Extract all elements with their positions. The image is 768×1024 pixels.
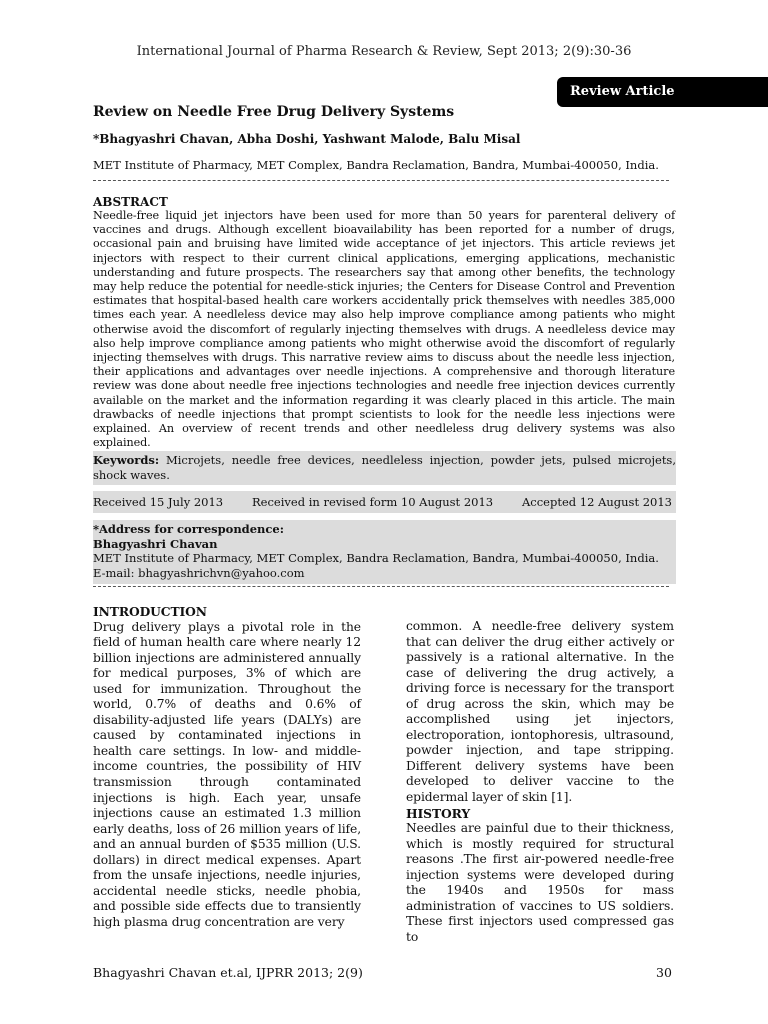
abstract-text: Needle-free liquid jet injectors have been used for more than 50 years for parenteral delivery of vaccines and drugs. Although excellent bioavailability has been reported for a number of drugs, occasional pain and bruising have limited wide acceptance of jet injectors. This article reviews jet injectors with respect to their current clinical applications, emerging applications, mechanistic understanding and future prospects. The researchers say that among other benefits, the technology may help reduce the potential for needle-stick injuries; the Centers for Disease Control and Prevention estimates that hospital-based health care workers accidentally prick themselves with needles 385,000 times each year. A needleless device may also help improve compliance among patients who might otherwise avoid the discomfort of regularly injecting themselves with drugs. A needleless device may also help improve compliance among patients who might otherwise avoid the discomfort of regularly injecting themselves with drugs. This narrative review aims to discuss about the needle less injection, their applications and advantages over needle injections. A comprehensive and thorough literature review was done about needle free injections technologies and needle free injection devices currently available on the market and the information regarding it was clearly placed in this article. The main drawbacks of needle injections that prompt scientists to look for the needle less injections were explained. An overview of recent trends and other needleless drug delivery systems was also explained.	[93, 209, 675, 450]
correspondence-heading: *Address for correspondence:	[93, 522, 284, 536]
journal-header: International Journal of Pharma Research & Review, Sept 2013; 2(9):30-36	[136, 44, 632, 59]
right-column	[406, 619, 674, 945]
introduction-text: Drug delivery plays a pivotal role in the field of human health care where nearly 12 billion injections are administered annually for medical purposes, 3% of which are used for immunization. Throughout the world, 0.7% of deaths and 0.6% of disability-adjusted life years (DALYs) are caused by contaminated injections in health care settings. In low- and middle-income countries, the possibility of HIV transmission through contaminated injections is high. Each year, unsafe injections cause an estimated 1.3 million early deaths, loss of 26 million years of life, and an annual burden of $535 million (U.S. dollars) in direct medical expenses. Apart from the unsafe injections, needle injuries, accidental needle sticks, needle phobia, and possible side effects due to transiently high plasma drug concentration are very	[93, 619, 361, 929]
received-date: Received 15 July 2013	[93, 495, 224, 509]
introduction-heading: INTRODUCTION	[93, 604, 207, 619]
divider-line	[93, 586, 669, 587]
correspondence-email: E-mail: bhagyashrichvn@yahoo.com	[93, 565, 305, 580]
affiliation: MET Institute of Pharmacy, MET Complex, Bandra Reclamation, Bandra, Mumbai-400050, India.	[93, 158, 659, 172]
dates-box	[93, 491, 676, 513]
divider-line	[93, 180, 669, 181]
correspondence-name: Bhagyashri Chavan	[93, 536, 218, 551]
history-heading: HISTORY	[406, 805, 471, 821]
keywords-box	[93, 451, 676, 485]
footer-citation: Bhagyashri Chavan et.al, IJPRR 2013; 2(9)	[93, 965, 363, 980]
article-type-badge: Review Article	[557, 77, 768, 107]
correspondence-address: MET Institute of Pharmacy, MET Complex, Bandra Reclamation, Bandra, Mumbai-400050, India.	[93, 551, 659, 565]
page-number: 30	[656, 965, 672, 980]
article-title: Review on Needle Free Drug Delivery Systems	[93, 104, 455, 120]
correspondence-box	[93, 520, 676, 584]
left-column	[93, 604, 361, 930]
abstract-heading: ABSTRACT	[93, 195, 168, 209]
introduction-continued-text: common. A needle-free delivery system that can deliver the drug either actively or passively is a rational alternative. In the case of delivering the drug actively, a driving force is necessary for the transport of drug across the skin, which may be accomplished using jet injectors, electroporation, iontophoresis, ultrasound, powder injection, and tape stripping. Different delivery systems have been developed to deliver vaccine to the epidermal layer of skin [1].	[406, 619, 674, 805]
keywords-text: Microjets, needle free devices, needleless injection, powder jets, pulsed microjets, shock waves.	[93, 453, 676, 482]
keywords-label: Keywords:	[93, 453, 160, 467]
history-text: Needles are painful due to their thickness, which is mostly required for structural reasons .The first air-powered needle-free injection systems were developed during the 1940s and 1950s for mass administration of vaccines to US soldiers. These first injectors used compressed gas to	[406, 821, 674, 944]
accepted-date: Accepted 12 August 2013	[521, 495, 672, 509]
author-list: *Bhagyashri Chavan, Abha Doshi, Yashwant Malode, Balu Misal	[93, 132, 521, 146]
revised-date: Received in revised form 10 August 2013	[252, 495, 494, 509]
